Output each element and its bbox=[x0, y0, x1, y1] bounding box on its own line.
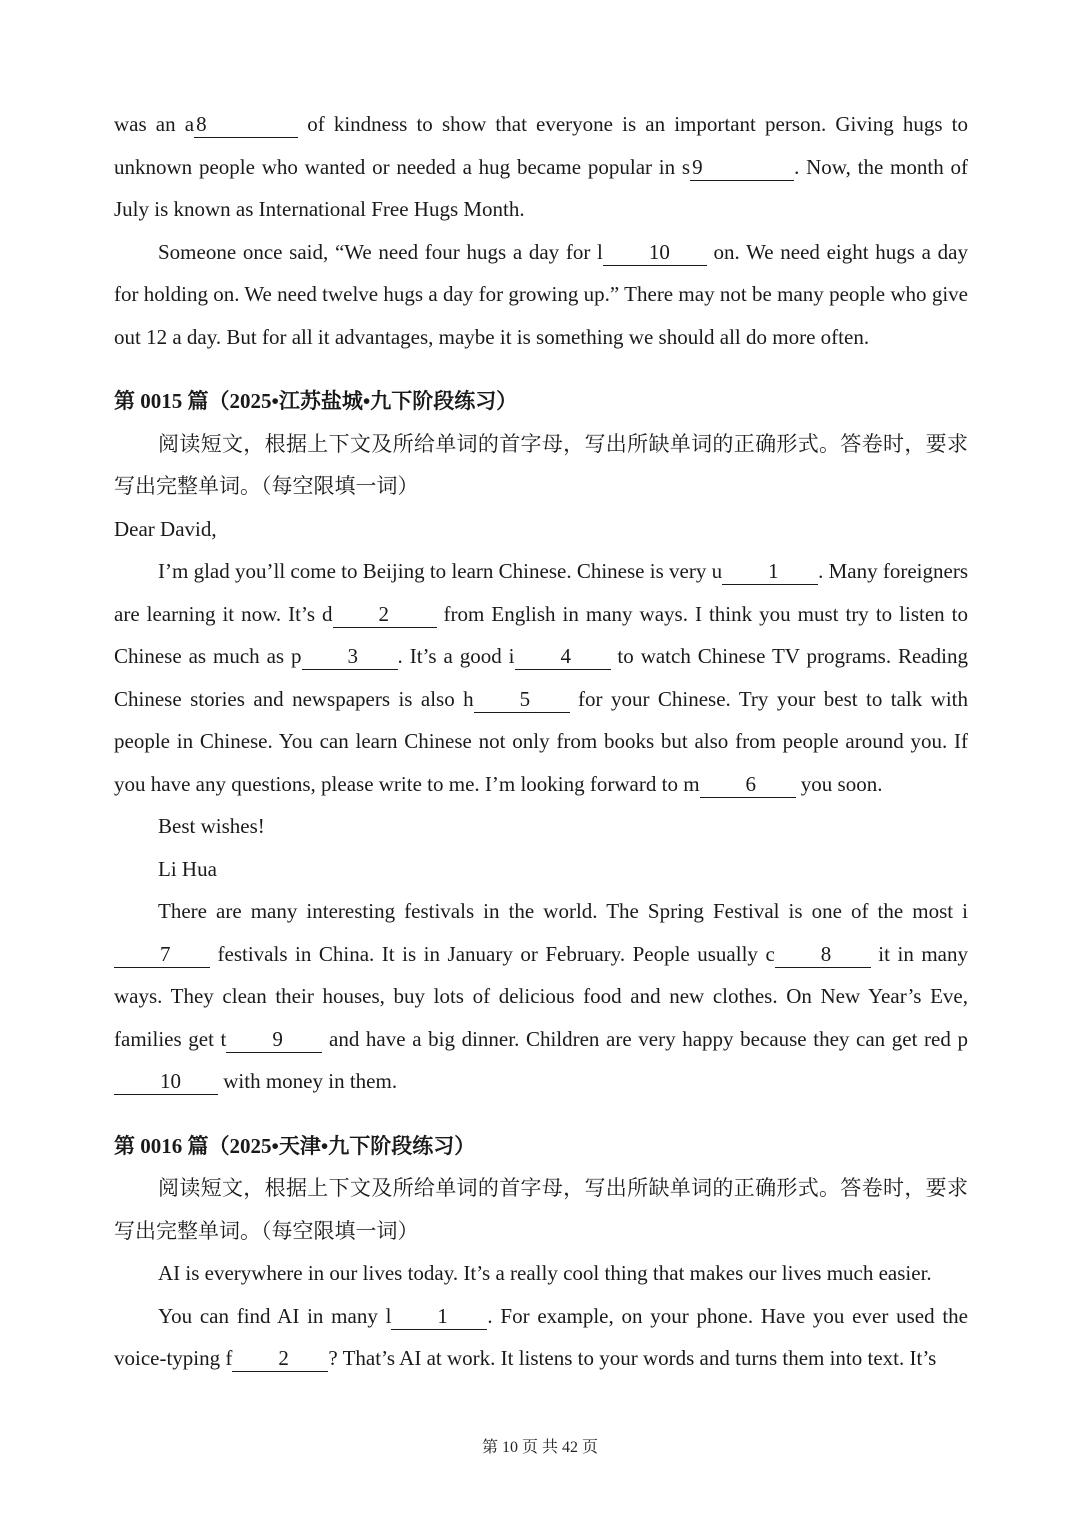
answer-blank[interactable]: 6 bbox=[700, 773, 796, 798]
answer-blank[interactable]: 9 bbox=[226, 1028, 322, 1053]
answer-blank[interactable]: 4 bbox=[515, 645, 611, 670]
answer-blank[interactable]: 8 bbox=[194, 113, 298, 138]
paragraph: You can find AI in many l 1 . For example, on your phone. Have you ever used the voice-typing f 2 ? That’s AI at work. It listens to your words and turns them into text. It’s bbox=[114, 1303, 968, 1370]
paragraph: Someone once said, “We need four hugs a day for l 10 on. We need eight hugs a day for holding on. We need twelve hugs a day for growing up.” There may not be many people who give out 12 a day. But for all it advantages, maybe it is something we should all do more often. bbox=[114, 239, 968, 349]
section-heading: 第 0015 篇（2025•江苏盐城•九下阶段练习） bbox=[114, 389, 518, 413]
answer-blank[interactable]: 2 bbox=[333, 603, 437, 628]
paragraph: AI is everywhere in our lives today. It’s a really cool thing that makes our lives much easier. bbox=[158, 1261, 932, 1285]
document-page bbox=[114, 103, 968, 1380]
answer-blank[interactable]: 8 bbox=[775, 943, 871, 968]
answer-blank[interactable]: 9 bbox=[690, 156, 794, 181]
paragraph: There are many interesting festivals in the world. The Spring Festival is one of the most i7 festivals in China. It is in January or February. People usually c 8 it in many ways. They clean their houses, buy lots of delicious food and new clothes. On New Year’s Eve, families get t 9 and have a big dinner. Children are very happy because they can get red p10 with money in them. bbox=[114, 899, 968, 1093]
instruction: 阅读短文，根据上下文及所给单词的首字母，写出所缺单词的正确形式。答卷时，要求写出完整单词。（每空限填一词） bbox=[114, 1176, 968, 1243]
salutation: Dear David, bbox=[114, 516, 217, 541]
closing: Best wishes! bbox=[158, 814, 265, 838]
signature: Li Hua bbox=[158, 856, 217, 881]
paragraph: I’m glad you’ll come to Beijing to learn Chinese. Chinese is very u 1 . Many foreigners are learning it now. It’s d 2 from English in many ways. I think you must try to listen to Chinese as much as p 3 . It’s a good i 4 to watch Chinese TV programs. Reading Chinese stories and newspapers is also h 5 for your Chinese. Try your best to talk with people in Chinese. You can learn Chinese not only from books but also from people around you. If you have any questions, please write to me. I’m looking forward to m 6 you soon. bbox=[114, 559, 969, 796]
answer-blank[interactable]: 5 bbox=[474, 688, 570, 713]
answer-blank[interactable]: 1 bbox=[391, 1305, 487, 1330]
answer-blank[interactable]: 2 bbox=[232, 1347, 328, 1372]
answer-blank[interactable]: 10 bbox=[114, 1070, 218, 1095]
section-heading: 第 0016 篇（2025•天津•九下阶段练习） bbox=[114, 1133, 476, 1158]
instruction: 阅读短文，根据上下文及所给单词的首字母，写出所缺单词的正确形式。答卷时，要求写出完整单词。（每空限填一词） bbox=[114, 431, 968, 498]
answer-blank[interactable]: 10 bbox=[603, 241, 707, 266]
answer-blank[interactable]: 3 bbox=[302, 645, 398, 670]
page-footer: 第 10 页 共 42 页 bbox=[481, 1439, 598, 1456]
answer-blank[interactable]: 1 bbox=[722, 560, 818, 585]
paragraph: was an a8 of kindness to show that everyone is an important person. Giving hugs to unknown people who wanted or needed a hug became popular in s9 . Now, the month of July is known as International Free Hugs Month. bbox=[114, 112, 968, 221]
answer-blank[interactable]: 7 bbox=[114, 943, 210, 968]
